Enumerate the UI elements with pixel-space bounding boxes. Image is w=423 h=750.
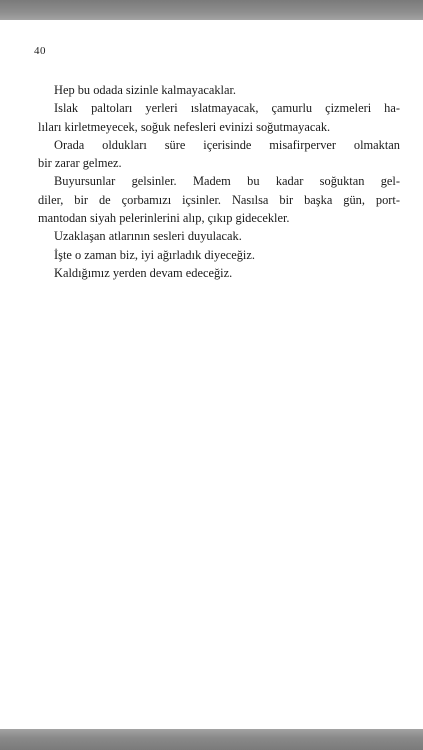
top-toolbar <box>0 0 423 20</box>
text-line: diler, bir de çorbamızı içsinler. Nasılsa bir başka gün, port- <box>38 192 400 207</box>
text-line: Kaldığımız yerden devam edeceğiz. <box>54 265 233 280</box>
text-line: lıları kirletmeyecek, soğuk nefesleri evinizi soğutmayacak. <box>38 119 331 134</box>
page-number: 40 <box>34 45 46 57</box>
bottom-toolbar <box>0 729 423 750</box>
text-line: Islak paltoları yerleri ıslatmayacak, çamurlu çizmeleri ha- <box>54 101 400 116</box>
text-line: Uzaklaşan atlarının sesleri duyulacak. <box>54 229 242 244</box>
text-line: Orada oldukları süre içerisinde misafirperver olmaktan <box>54 137 400 152</box>
text-line: Hep bu odada sizinle kalmayacaklar. <box>54 83 236 97</box>
text-line: Buyursunlar gelsinler. Madem bu kadar soğuktan gel- <box>54 174 400 189</box>
text-line: bir zarar gelmez. <box>38 156 122 171</box>
book-page <box>0 20 423 729</box>
body-text <box>38 81 400 282</box>
text-line: İşte o zaman biz, iyi ağırladık diyeceğiz. <box>54 247 255 262</box>
text-line: mantodan siyah pelerinlerini alıp, çıkıp gidecekler. <box>38 211 290 226</box>
